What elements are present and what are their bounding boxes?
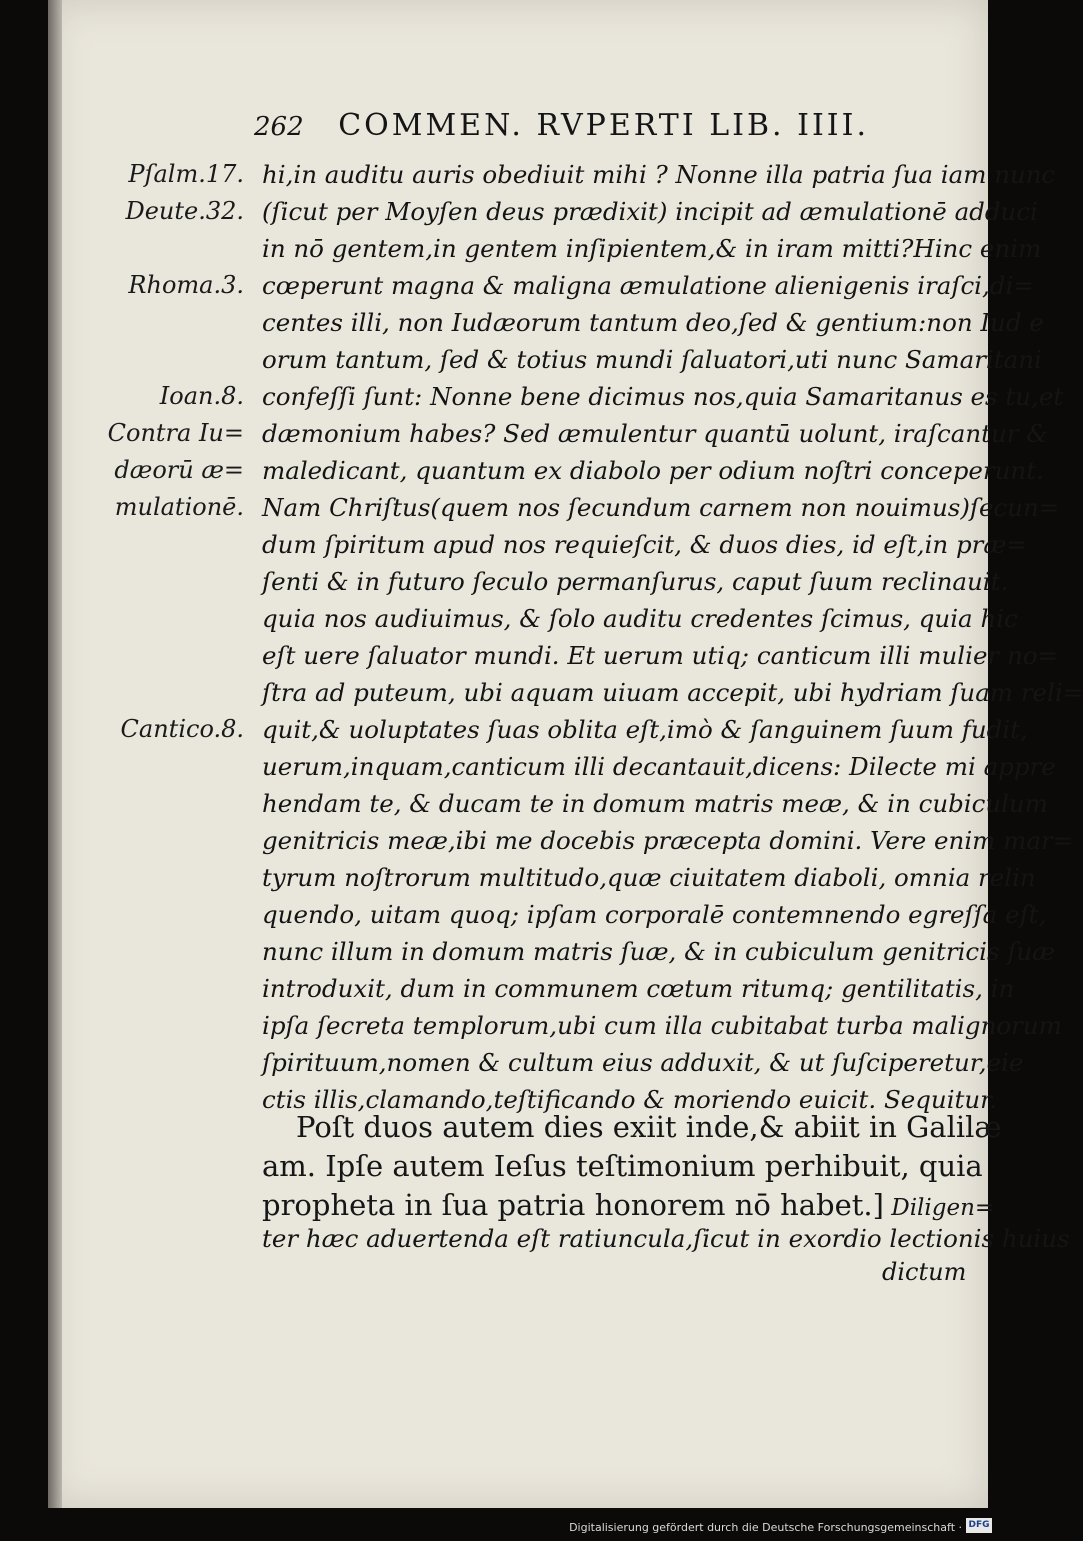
body-line: (ſicut per Moyſen deus prædixit) incipit ad æmulationē adduci	[262, 197, 1038, 226]
body-line: maledicant, quantum ex diabolo per odium noſtri conceperunt.	[262, 456, 1044, 485]
text-line	[0, 752, 1056, 790]
body-line: ſpirituum,nomen & cultum eius adduxit, & ut ſuſciperetur,eie	[262, 1048, 1024, 1077]
text-line	[0, 345, 1042, 383]
scripture-line: am. Ipſe autem Ieſus teſtimonium perhibuit, quia	[262, 1149, 983, 1183]
text-line	[0, 715, 1028, 753]
body-line: centes illi, non Iudæorum tantum deo,ſed & gentium:non Iud e	[262, 308, 1044, 337]
text-line	[0, 641, 1059, 679]
running-head	[254, 108, 944, 143]
margin-note: Deute.32.	[125, 197, 244, 225]
catchword: dictum	[882, 1258, 967, 1286]
body-line: Nam Chriſtus(quem nos ſecundum carnem non nouimus)ſecun=	[262, 493, 1060, 522]
text-line	[0, 234, 1042, 272]
text-line	[0, 863, 1036, 901]
body-line: ſenti & in futuro ſeculo permanſurus, caput ſuum reclinauit.	[262, 567, 1009, 596]
body-line: genitricis meæ,ibi me docebis præcepta domini. Vere enim mar=	[262, 826, 1074, 855]
margin-note: Contra Iu=	[107, 419, 244, 447]
text-line	[0, 974, 1015, 1012]
text-line	[0, 493, 1060, 531]
text-line	[0, 937, 1056, 975]
body-line: hi,in auditu auris obediuit mihi ? Nonne illa patria ſua iam nunc	[262, 160, 1056, 189]
dfg-logo: DFG	[966, 1518, 992, 1533]
text-line	[0, 382, 1064, 420]
body-line: ſtra ad puteum, ubi aquam uiuam accepit, ubi hydriam ſuam reli=	[262, 678, 1083, 707]
text-line	[0, 789, 1048, 827]
text-line	[0, 271, 1034, 309]
body-line: nunc illum in domum matris ſuæ, & in cubiculum genitricis ſuæ	[262, 937, 1056, 966]
text-line	[0, 419, 1049, 457]
margin-note: dæorū æ=	[114, 456, 244, 484]
scripture-line: Poſt duos autem dies exiit inde,& abiit in Galilæ	[296, 1110, 1002, 1144]
body-line: eſt uere ſaluator mundi. Et uerum utiq; canticum illi mulier no=	[262, 641, 1059, 670]
body-line: dum ſpiritum apud nos requieſcit, & duos dies, id eſt,in præ=	[262, 530, 1027, 559]
commentary-text: Diligen=	[883, 1195, 995, 1221]
text-line	[0, 567, 1009, 605]
body-line: uerum,inquam,canticum illi decantauit,dicens: Dilecte mi appre	[262, 752, 1056, 781]
body-line: cœperunt magna & maligna æmulatione alienigenis iraſci,di=	[262, 271, 1034, 300]
body-line: quendo, uitam quoq; ipſam corporalē contemnendo egreſſa eſt,	[262, 900, 1047, 929]
body-line: introduxit, dum in communem cœtum ritumq; gentilitatis, in	[262, 974, 1015, 1003]
scripture-text: propheta in ſua patria honorem nō habet.]	[262, 1188, 884, 1222]
text-line	[0, 160, 1056, 198]
text-line	[0, 678, 1083, 716]
body-line: quit,& uoluptates ſuas oblita eſt,imò & ſanguinem ſuum fudit,	[262, 715, 1028, 744]
body-line: in nō gentem,in gentem inſipientem,& in iram mitti?Hinc enim	[262, 234, 1042, 263]
page-number: 262	[254, 112, 304, 142]
body-line: hendam te, & ducam te in domum matris meæ, & in cubiculum	[262, 789, 1048, 818]
text-line	[0, 1048, 1024, 1086]
margin-note: Ioan.8.	[159, 382, 244, 410]
body-line: orum tantum, ſed & totius mundi ſaluatori,uti nunc Samaritani	[262, 345, 1042, 374]
footer-credit: Digitalisierung gefördert durch die Deutsche Forschungsgemeinschaft ·	[569, 1521, 962, 1534]
margin-note: Cantico.8.	[120, 715, 244, 743]
running-title: COMMEN. RVPERTI LIB. IIII.	[338, 108, 870, 143]
text-line	[0, 197, 1038, 235]
body-line: tyrum noſtrorum multitudo,quæ ciuitatem diaboli, omnia relin	[262, 863, 1036, 892]
body-line: quia nos audiuimus, & ſolo auditu credentes ſcimus, quia hic	[262, 604, 1018, 633]
margin-note: Pſalm.17.	[128, 160, 244, 188]
body-line: dæmonium habes? Sed æmulentur quantū uolunt, iraſcantur &	[262, 419, 1049, 448]
text-line	[0, 530, 1027, 568]
body-line: confeſſi ſunt: Nonne bene dicimus nos,quia Samaritanus es tu,et	[262, 382, 1064, 411]
scripture-line-mixed	[262, 1188, 995, 1222]
text-line	[0, 308, 1044, 346]
text-line	[0, 900, 1047, 938]
body-line: ter hæc aduertenda eſt ratiuncula,ſicut in exordio lectionis huius	[262, 1224, 1070, 1253]
margin-note: mulationē.	[114, 493, 244, 521]
text-line	[0, 1011, 1062, 1049]
text-line	[0, 456, 1044, 494]
text-line	[0, 826, 1074, 864]
margin-note: Rhoma.3.	[128, 271, 244, 299]
body-line: ipſa ſecreta templorum,ubi cum illa cubitabat turba malignorum	[262, 1011, 1062, 1040]
body-line: ctis illis,clamando,teſtificando & moriendo euicit. Sequitur.	[262, 1085, 997, 1114]
text-line	[0, 604, 1018, 642]
